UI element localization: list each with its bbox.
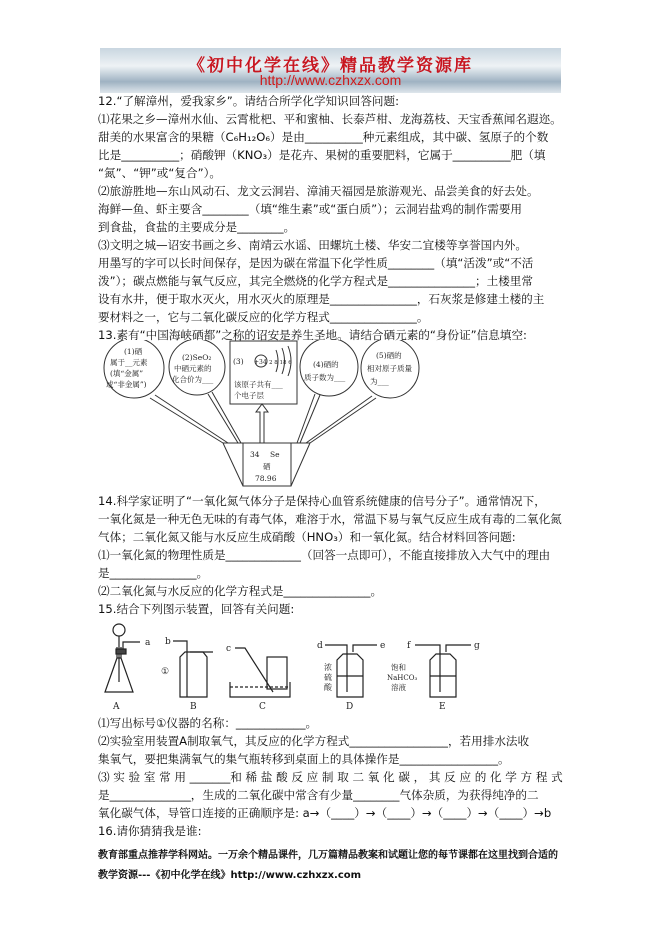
- c3-label: (3): [233, 357, 244, 366]
- apparatus-label: B: [190, 702, 197, 712]
- q14-line: 是_______________。: [98, 566, 209, 580]
- question-12: [98, 92, 568, 344]
- banner-title: 《初中化学在线》精品教学资源库: [188, 56, 473, 76]
- c1-line: (1)硒: [124, 347, 143, 356]
- q12-line: 设有水井，便于取水灭火，用水灭火的原理是_______________，石灰浆是修建土楼的主: [98, 292, 545, 306]
- q14-line: 一氧化氮是一种无色无味的有毒气体，难溶于水，常温下易与氧气反应生成有毒的二氧化氮: [98, 512, 562, 526]
- q15-line: 是______________，生成的二氧化碳中常含有少量________气体杂质，为获得纯净的二: [98, 788, 539, 802]
- selenium-id-diagram: [100, 340, 420, 490]
- electron-shells: 2 8 18 6: [269, 360, 292, 366]
- d-liquid: 硫: [324, 673, 332, 682]
- c3-line: 该原子共有___: [234, 380, 283, 389]
- q12-line: 12.“了解漳州，爱我家乡”。请结合所学化学知识回答问题:: [98, 94, 400, 108]
- port-label: c: [226, 644, 232, 654]
- e-liquid: 饱和: [391, 663, 406, 672]
- lab-apparatus: [95, 612, 505, 712]
- question-15-parts: [98, 714, 568, 840]
- d-liquid: 浓: [324, 663, 332, 672]
- c3-line: 个电子层: [234, 391, 264, 400]
- apparatus-label: E: [439, 702, 446, 712]
- apparatus-label: C: [259, 702, 266, 712]
- apparatus-label: A: [113, 702, 120, 712]
- q15-line: 氧化碳气体，导管口连接的正确顺序是: a→（____）→（____）→（____）→（____）→b: [98, 806, 552, 820]
- c2-line: 中硒元素的: [174, 364, 212, 373]
- footer-line[interactable]: 教学资源---《初中化学在线》http://www.czhxzx.com: [98, 870, 362, 881]
- q12-line: 到食盐，食盐的主要成分是________。: [98, 220, 296, 234]
- e-liquid: 溶液: [391, 683, 406, 692]
- page-footer: [98, 846, 568, 886]
- q15-title: 15.结合下列图示装置，回答有关问题:: [98, 602, 295, 616]
- q13-title: 13.素有“中国海峡硒都”之称的诏安是养生圣地。请结合硒元素的“身份证”信息填空:: [98, 328, 527, 342]
- c5-line: 相对原子质量: [367, 364, 412, 373]
- atomic-number: 34: [250, 450, 260, 459]
- q14-line: ⑵二氧化氮与水反应的化学方程式是_______________。: [98, 584, 383, 598]
- e-liquid: NaHCO₃: [387, 674, 418, 682]
- port-label: e: [380, 641, 386, 651]
- banner-url[interactable]: http://www.czhxzx.com: [259, 72, 402, 88]
- q12-line: 甜美的水果富含的果糖（C₆H₁₂O₆）是由__________种元素组成，其中碳、氢原子的个数: [98, 130, 549, 144]
- element-symbol: Se: [270, 450, 280, 459]
- c5-line: 为___: [370, 377, 389, 386]
- d-liquid: 酸: [324, 683, 332, 692]
- q16-title: 16.请你猜猜我是谁:: [98, 824, 202, 838]
- c5-line: (5)硒的: [376, 351, 402, 360]
- apparatus-b: [180, 652, 207, 697]
- element-name: 硒: [263, 462, 271, 471]
- c1-line: 属于__元素: [110, 358, 148, 367]
- c4-line: (4)硒的: [313, 360, 339, 369]
- c1-line: (填“金属”: [110, 369, 144, 378]
- q12-line: 要材料之一，它与二氧化碳反应的化学方程式_______________。: [98, 310, 429, 324]
- q12-line: ⑴花果之乡—漳州水仙、云霄枇杷、平和蜜柚、长泰芦柑、龙海荔枝、天宝香蕉闻名遐迩。: [98, 112, 562, 126]
- q15-line: ⑵实验室用装置A制取氧气，其反应的化学方程式_________________，若用排水法收: [98, 734, 530, 748]
- q15-line: 集氧气，要把集满氧气的集气瓶转移到桌面上的具体操作是_________________。: [98, 752, 510, 766]
- marker-1: ①: [161, 667, 170, 677]
- port-label: g: [474, 641, 480, 651]
- q12-line: 比是__________；硝酸钾（KNO₃）是花卉、果树的重要肥料，它属于__________肥（填: [98, 148, 546, 162]
- q14-line: ⑴一氧化氮的物理性质是_____________（回答一点即可），不能直接排放入大气中的理由: [98, 548, 551, 562]
- question-14: [98, 492, 568, 618]
- header-banner: [100, 48, 561, 93]
- c4-line: 质子数为___: [304, 373, 346, 382]
- q14-line: 14.科学家证明了“一氧化氮气体分子是保持心血管系统健康的信号分子”。通常情况下，: [98, 494, 546, 508]
- q12-line: ⑵旅游胜地—东山风动石、龙文云洞岩、漳浦天福园是旅游观光、品尝美食的好去处。: [98, 184, 539, 198]
- apparatus-label: D: [346, 702, 354, 712]
- q12-line: ⑶文明之城—诏安书画之乡、南靖云水谣、田螺坑土楼、华安二宜楼等享誉国内外。: [98, 238, 527, 252]
- port-label: a: [145, 638, 151, 648]
- nucleus-charge: +34: [254, 359, 267, 366]
- q12-line: 海鲜—鱼、虾主要含________（填“维生素”或“蛋白质”）；云洞岩盐鸡的制作需要用: [98, 202, 523, 216]
- q12-line: “氮”、“钾”或“复合”）。: [98, 166, 221, 180]
- c2-line: 化合价为___: [172, 375, 214, 384]
- c2-line: (2)SeO₂: [182, 353, 212, 362]
- c1-line: 或“非金属”): [106, 380, 147, 389]
- footer-line: 教育部重点推荐学科网站。一万余个精品课件，几万篇精品教案和试题让您的每节课都在这里找到合适的: [98, 850, 558, 861]
- q14-line: 气体；二氧化氮又能与水反应生成硝酸（HNO₃）和一氧化氮。结合材料回答问题:: [98, 530, 516, 544]
- q15-line: ⑴写出标号①仪器的名称：____________。: [98, 716, 318, 730]
- port-label: d: [317, 641, 323, 651]
- port-label: f: [407, 641, 411, 651]
- q12-line: 用墨写的字可以长时间保存，是因为碳在常温下化学性质________（填“活泼”或“不活: [98, 256, 534, 270]
- q12-line: 泼”）；碳点燃能与氧气反应，其完全燃烧的化学方程式是_______________；土楼里常: [98, 274, 533, 288]
- port-label: b: [165, 637, 171, 647]
- atomic-mass: 78.96: [255, 474, 277, 483]
- q15-line: ⑶ 实 验 室 常 用 _______和 稀 盐 酸 反 应 制 取 二 氧 化 碳 ， 其 反 应 的 化 学 方 程 式: [98, 770, 563, 784]
